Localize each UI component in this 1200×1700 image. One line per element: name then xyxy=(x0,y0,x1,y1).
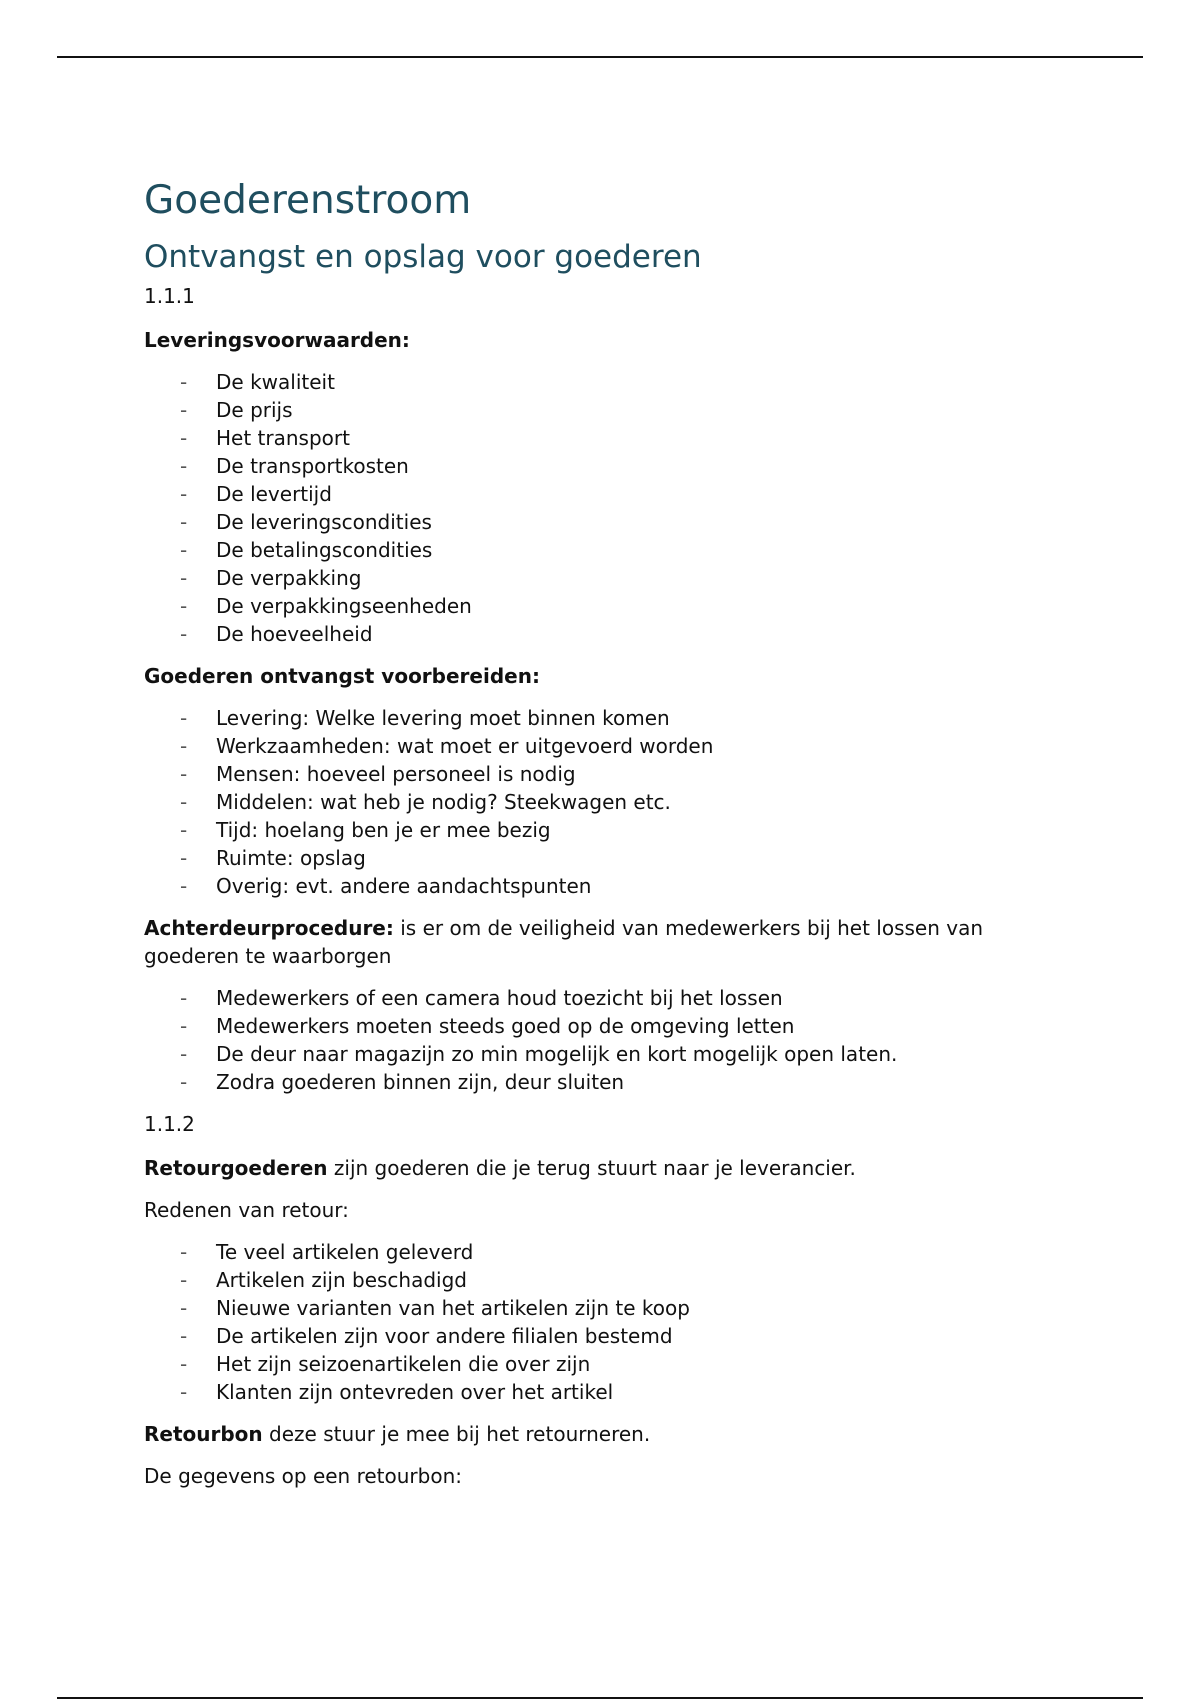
list-item-text: Te veel artikelen geleverd xyxy=(216,1240,474,1264)
list-item-text: De verpakkingseenheden xyxy=(216,594,472,618)
list-item-text: Nieuwe varianten van het artikelen zijn te koop xyxy=(216,1296,690,1320)
leveringsvoorwaarden-heading: Leveringsvoorwaarden: xyxy=(144,328,410,352)
list-item xyxy=(144,732,1074,760)
bullet-dash: - xyxy=(180,538,188,562)
bullet-dash: - xyxy=(180,454,188,478)
list-item xyxy=(144,396,1074,424)
achterdeur-paragraph xyxy=(144,914,1074,970)
footer-rule xyxy=(57,1697,1143,1699)
list-item xyxy=(144,1040,1074,1068)
bullet-dash: - xyxy=(180,818,188,842)
retourgoederen-paragraph xyxy=(144,1154,1074,1182)
list-item xyxy=(144,592,1074,620)
retourbon-paragraph xyxy=(144,1420,1074,1448)
list-item-text: De artikelen zijn voor andere filialen bestemd xyxy=(216,1324,673,1348)
list-item xyxy=(144,620,1074,648)
list-item xyxy=(144,1322,1074,1350)
list-item xyxy=(144,704,1074,732)
bullet-dash: - xyxy=(180,426,188,450)
bullet-dash: - xyxy=(180,482,188,506)
bullet-dash: - xyxy=(180,566,188,590)
list-item-text: De betalingscondities xyxy=(216,538,433,562)
list-item-text: Zodra goederen binnen zijn, deur sluiten xyxy=(216,1070,625,1094)
list-item-text: Medewerkers moeten steeds goed op de omgeving letten xyxy=(216,1014,795,1038)
achterdeur-list xyxy=(144,984,1074,1096)
bullet-dash: - xyxy=(180,1352,188,1376)
list-item xyxy=(144,1294,1074,1322)
section-number-1-1-2: 1.1.2 xyxy=(144,1112,195,1136)
list-item xyxy=(144,788,1074,816)
list-item-text: Ruimte: opslag xyxy=(216,846,366,870)
ontvangst-heading: Goederen ontvangst voorbereiden: xyxy=(144,664,540,688)
page-title: Goederenstroom xyxy=(144,178,472,223)
bullet-dash: - xyxy=(180,398,188,422)
bullet-dash: - xyxy=(180,734,188,758)
list-item xyxy=(144,1378,1074,1406)
list-item xyxy=(144,760,1074,788)
page-subtitle: Ontvangst en opslag voor goederen xyxy=(144,239,702,275)
retourgoederen-text: zijn goederen die je terug stuurt naar je leverancier. xyxy=(327,1156,856,1180)
bullet-dash: - xyxy=(180,986,188,1010)
list-item-text: Mensen: hoeveel personeel is nodig xyxy=(216,762,576,786)
list-item-text: Tijd: hoelang ben je er mee bezig xyxy=(216,818,551,842)
list-item-text: De prijs xyxy=(216,398,293,422)
retourbon-text: deze stuur je mee bij het retourneren. xyxy=(262,1422,651,1446)
list-item-text: Werkzaamheden: wat moet er uitgevoerd worden xyxy=(216,734,714,758)
list-item-text: Artikelen zijn beschadigd xyxy=(216,1268,468,1292)
achterdeur-term: Achterdeurprocedure: xyxy=(144,916,394,940)
list-item-text: Medewerkers of een camera houd toezicht bij het lossen xyxy=(216,986,783,1010)
list-item xyxy=(144,452,1074,480)
list-item xyxy=(144,480,1074,508)
list-item xyxy=(144,844,1074,872)
list-item-text: De hoeveelheid xyxy=(216,622,373,646)
bullet-dash: - xyxy=(180,1380,188,1404)
gegevens-paragraph: De gegevens op een retourbon: xyxy=(144,1464,462,1488)
list-item xyxy=(144,1350,1074,1378)
bullet-dash: - xyxy=(180,762,188,786)
list-item-text: Het transport xyxy=(216,426,350,450)
bullet-dash: - xyxy=(180,1268,188,1292)
achterdeur-text: is er om de veiligheid van medewerkers bij het lossen van goederen te waarborgen xyxy=(144,916,984,968)
list-item-text: De leveringscondities xyxy=(216,510,432,534)
header-rule xyxy=(57,56,1143,58)
list-item-text: Levering: Welke levering moet binnen komen xyxy=(216,706,670,730)
list-item-text: De verpakking xyxy=(216,566,362,590)
list-item-text: Middelen: wat heb je nodig? Steekwagen etc. xyxy=(216,790,671,814)
list-item xyxy=(144,368,1074,396)
bullet-dash: - xyxy=(180,1324,188,1348)
bullet-dash: - xyxy=(180,370,188,394)
bullet-dash: - xyxy=(180,1296,188,1320)
list-item xyxy=(144,508,1074,536)
list-item-text: De transportkosten xyxy=(216,454,409,478)
retourgoederen-term: Retourgoederen xyxy=(144,1156,328,1180)
bullet-dash: - xyxy=(180,874,188,898)
bullet-dash: - xyxy=(180,1240,188,1264)
bullet-dash: - xyxy=(180,846,188,870)
leveringsvoorwaarden-list xyxy=(144,368,1074,648)
list-item-text: De kwaliteit xyxy=(216,370,335,394)
list-item xyxy=(144,424,1074,452)
bullet-dash: - xyxy=(180,706,188,730)
list-item xyxy=(144,1012,1074,1040)
list-item xyxy=(144,872,1074,900)
list-item-text: Overig: evt. andere aandachtspunten xyxy=(216,874,592,898)
list-item xyxy=(144,536,1074,564)
list-item xyxy=(144,1068,1074,1096)
redenen-heading: Redenen van retour: xyxy=(144,1198,349,1222)
list-item xyxy=(144,1266,1074,1294)
retourbon-term: Retourbon xyxy=(144,1422,263,1446)
section-number-1-1-1: 1.1.1 xyxy=(144,284,195,308)
bullet-dash: - xyxy=(180,1014,188,1038)
list-item xyxy=(144,816,1074,844)
bullet-dash: - xyxy=(180,1070,188,1094)
list-item xyxy=(144,984,1074,1012)
list-item-text: De levertijd xyxy=(216,482,332,506)
bullet-dash: - xyxy=(180,1042,188,1066)
redenen-list xyxy=(144,1238,1074,1406)
list-item-text: Klanten zijn ontevreden over het artikel xyxy=(216,1380,614,1404)
document-body xyxy=(144,172,1074,1504)
list-item xyxy=(144,1238,1074,1266)
bullet-dash: - xyxy=(180,622,188,646)
list-item-text: De deur naar magazijn zo min mogelijk en kort mogelijk open laten. xyxy=(216,1042,898,1066)
bullet-dash: - xyxy=(180,510,188,534)
list-item-text: Het zijn seizoenartikelen die over zijn xyxy=(216,1352,591,1376)
bullet-dash: - xyxy=(180,790,188,814)
list-item xyxy=(144,564,1074,592)
bullet-dash: - xyxy=(180,594,188,618)
ontvangst-list xyxy=(144,704,1074,900)
